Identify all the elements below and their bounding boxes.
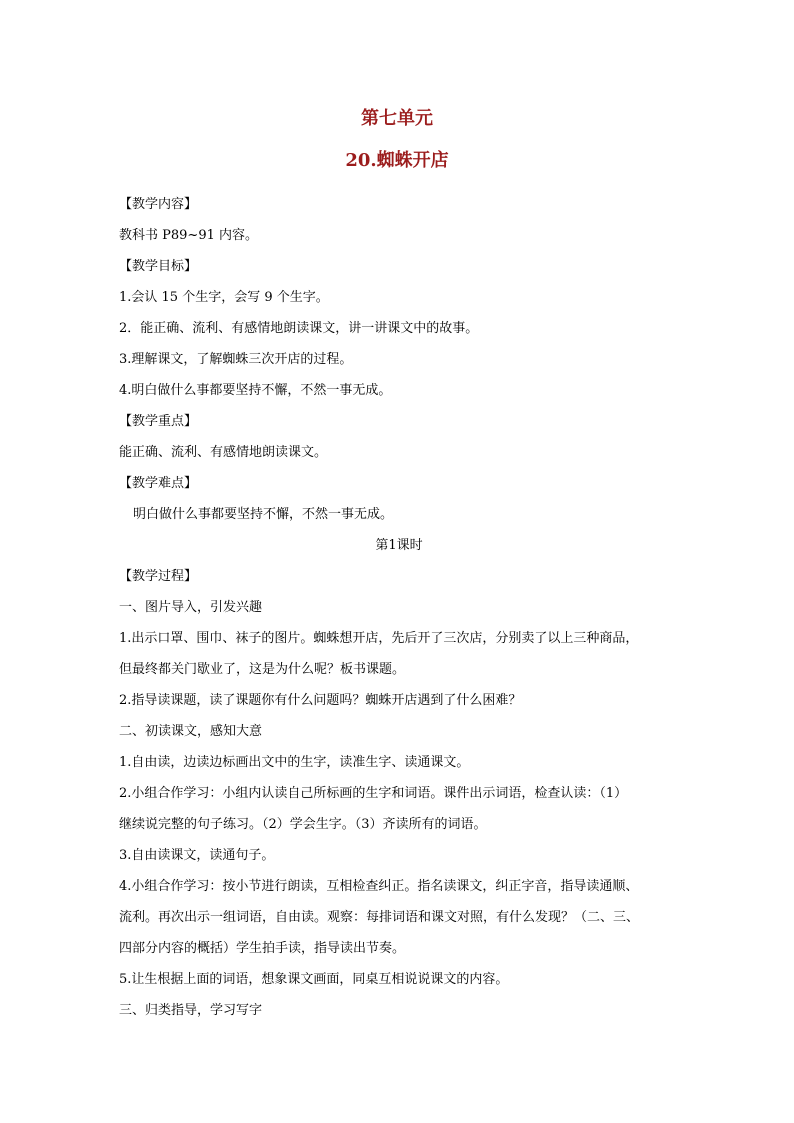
section-heading-key: 【教学重点】 [119,414,198,429]
process-line: 5.让生根据上面的词语，想象课文画面，同桌互相说说课文的内容。 [119,972,509,987]
process-line: 1.出示口罩、围巾、袜子的图片。蜘蛛想开店，先后开了三次店，分别卖了以上三种商品， [119,631,639,646]
section-heading-content: 【教学内容】 [119,197,198,212]
process-line: 4.小组合作学习：按小节进行朗读，互相检查纠正。指名读课文，纠正字音，指导读通顺、 [119,879,639,894]
goal-item: 4.明白做什么事都要坚持不懈，不然一事无成。 [119,383,392,398]
key-text: 能正确、流利、有感情地朗读课文。 [119,445,328,460]
process-line: 二、初读课文，感知大意 [119,724,263,739]
section-heading-goals: 【教学目标】 [119,259,198,274]
process-line: 2.指导读课题，读了课题你有什么问题吗？蜘蛛开店遇到了什么困难？ [119,693,522,708]
process-line: 1.自由读，边读边标画出文中的生字，读准生字、读通课文。 [119,755,470,770]
process-line: 四部分内容的概括）学生拍手读，指导读出节奏。 [119,941,406,956]
difficulty-text: 明白做什么事都要坚持不懈，不然一事无成。 [133,507,394,522]
goal-item: 1.会认 15 个生字，会写 9 个生字。 [119,290,329,305]
goal-item: 3.理解课文，了解蜘蛛三次开店的过程。 [119,352,353,367]
process-line: 2.小组合作学习：小组内认读自己所标画的生字和词语。课件出示词语，检查认读：（1） [119,786,628,801]
period-label: 第1课时 [375,538,423,553]
process-line: 3.自由读课文，读通句子。 [119,848,275,863]
process-line: 三、归类指导，学习写字 [119,1003,263,1018]
lesson-body [119,189,679,1026]
goal-item: 2．能正确、流利、有感情地朗读课文，讲一讲课文中的故事。 [119,321,479,336]
section-heading-difficulty: 【教学难点】 [119,476,198,491]
process-line: 一、图片导入，引发兴趣 [119,600,263,615]
process-line: 流利。再次出示一组词语，自由读。观察：每排词语和课文对照，有什么发现？（二、三、 [119,910,640,925]
section-heading-process: 【教学过程】 [119,569,198,584]
content-text: 教科书 P89~91 内容。 [119,228,258,243]
lesson-title: 20.蜘蛛开店 [345,150,449,171]
unit-title: 第七单元 [361,108,433,129]
process-line: 但最终都关门歇业了，这是为什么呢？板书课题。 [119,662,406,677]
process-line: 继续说完整的句子练习。（2）学会生字。（3）齐读所有的词语。 [119,817,487,832]
